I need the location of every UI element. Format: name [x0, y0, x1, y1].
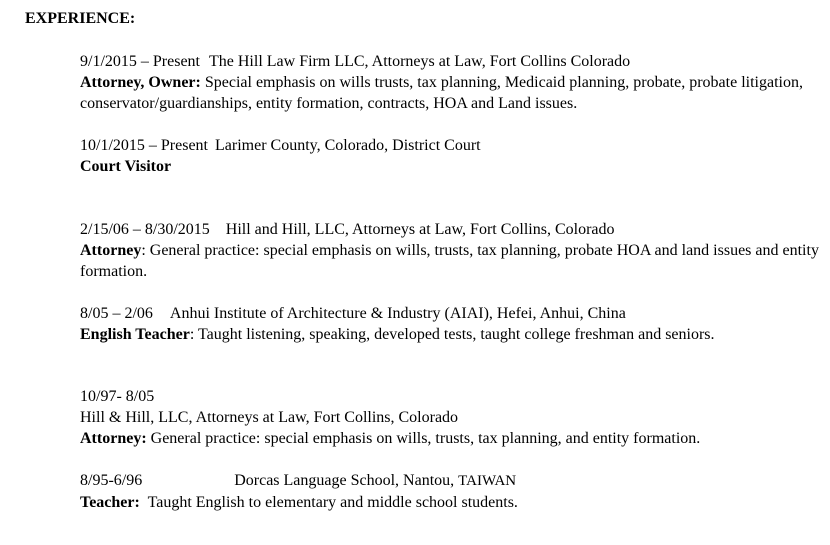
entry-dates: 8/05 – 2/06 [80, 305, 153, 322]
entry-employer: Hill & Hill, LLC, Attorneys at Law, Fort Collins, Colorado [80, 409, 459, 426]
experience-entry [80, 219, 820, 282]
entry-dates: 10/1/2015 – Present [80, 137, 208, 154]
entry-body [80, 428, 820, 449]
entry-employer: Anhui Institute of Architecture & Industry (AIAI), Hefei, Anhui, China [169, 305, 626, 322]
entry-title: Attorney, Owner: [80, 74, 201, 91]
entry-employer-country: TAIWAN [458, 473, 517, 489]
entry-title-suffix: : [189, 326, 195, 343]
experience-entry [80, 303, 820, 345]
entry-body [80, 72, 820, 114]
entry-title: Court Visitor [80, 158, 172, 175]
entry-title: Attorney [80, 242, 142, 259]
entry-title-suffix: : [141, 242, 146, 259]
entry-header [80, 470, 820, 492]
entry-body [80, 492, 820, 513]
experience-entry [80, 386, 820, 449]
entry-body [80, 324, 820, 345]
entry-dates: 10/97- 8/05 [80, 388, 155, 405]
entry-dates: 8/95-6/96 [80, 472, 143, 489]
entry-title: Teacher: [80, 494, 140, 511]
entry-description: Taught English to elementary and middle school students. [147, 494, 518, 511]
entry-title: English Teacher [80, 326, 190, 343]
entry-description: Taught listening, speaking, developed tests, taught college freshman and seniors. [197, 326, 715, 343]
entry-dates: 2/15/06 – 8/30/2015 [80, 221, 210, 238]
entry-header [80, 51, 820, 72]
experience-entry [80, 135, 820, 177]
entry-header [80, 219, 820, 240]
entry-description: General practice: special emphasis on wills, trusts, tax planning, and entity formation. [150, 430, 701, 447]
experience-entry [80, 470, 820, 513]
experience-entry [80, 51, 820, 114]
entry-header [80, 303, 820, 324]
entry-dates: 9/1/2015 – Present [80, 53, 200, 70]
entry-description: General practice: special emphasis on wills, trusts, tax planning, probate HOA and land issues and entity formation. [80, 242, 819, 280]
entry-employer: Hill and Hill, LLC, Attorneys at Law, Fort Collins, Colorado [225, 221, 615, 238]
entry-employer: The Hill Law Firm LLC, Attorneys at Law, Fort Collins Colorado [209, 53, 631, 70]
entry-title: Attorney: [80, 430, 147, 447]
entry-employer: Dorcas Language School, Nantou, [234, 472, 455, 489]
section-heading: EXPERIENCE: [25, 10, 136, 27]
entry-header [80, 135, 820, 156]
entry-body [80, 240, 820, 282]
entry-description: Special emphasis on wills trusts, tax planning, Medicaid planning, probate, probate litigation, conservator/guardianships, entity formation, contracts, HOA and Land issues. [80, 74, 803, 112]
entry-employer: Larimer County, Colorado, District Court [215, 137, 481, 154]
